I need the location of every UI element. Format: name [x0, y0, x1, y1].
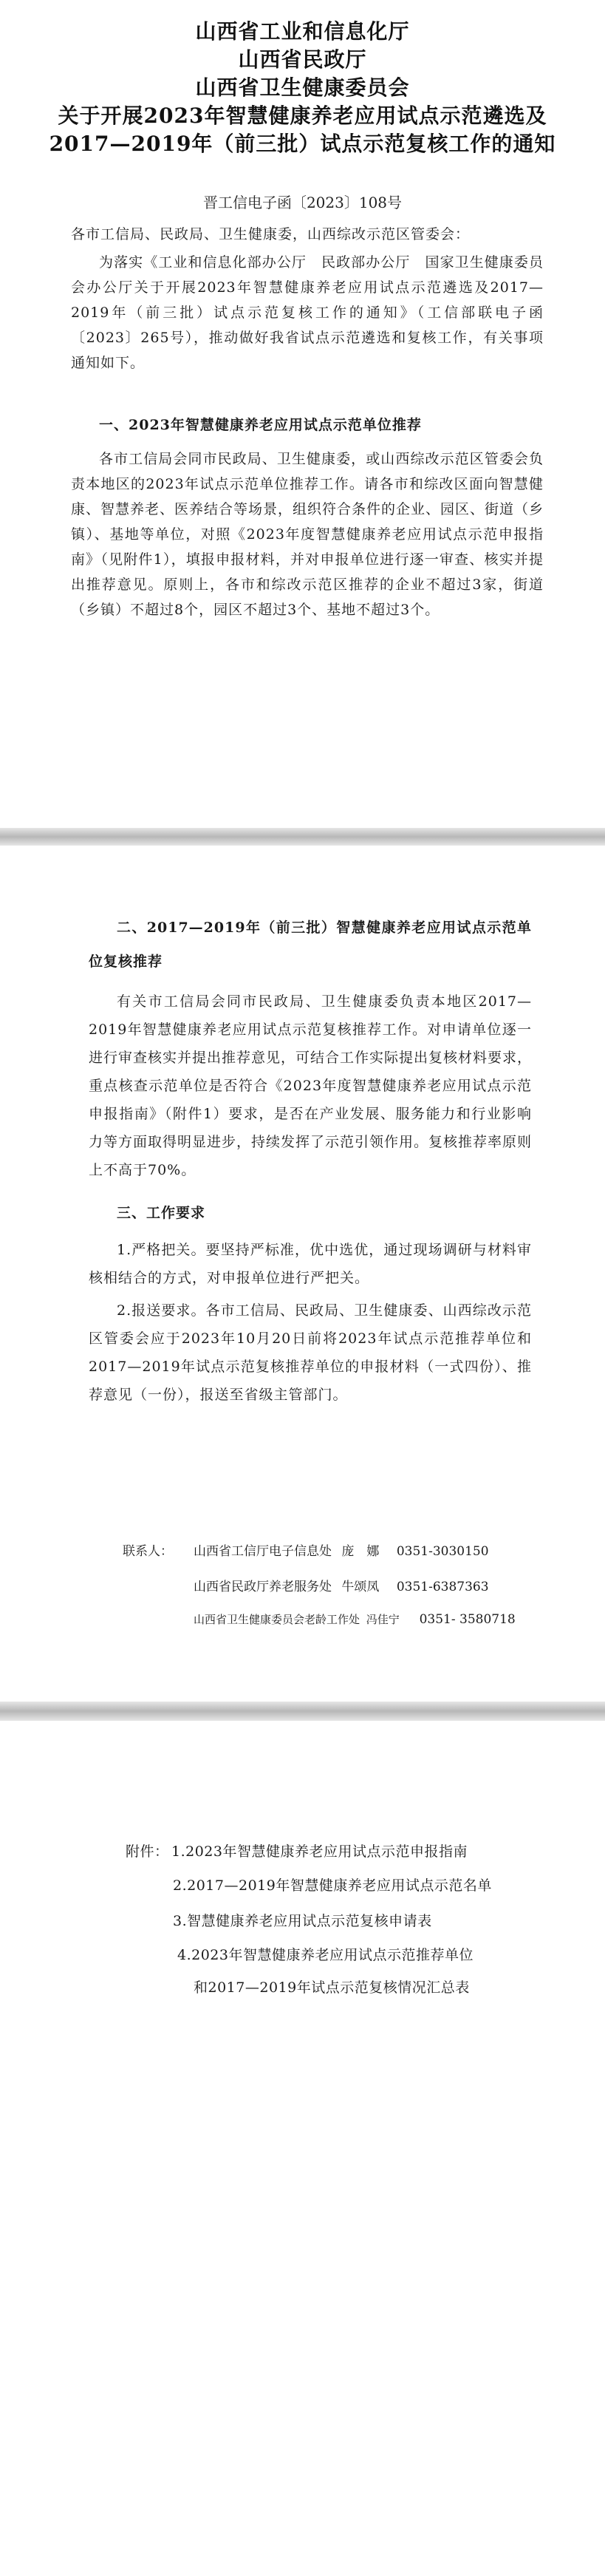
contact-label: 联系人：: [123, 1544, 173, 1559]
document-page-2: [0, 846, 605, 1702]
section-2-paragraph: 有关市工信局会同市民政局、卫生健康委负责本地区2017—2019年智慧健康养老应用试点示范复核推荐工作。对申请单位逐一进行审查核实并提出推荐意见，可结合工作实际提出复核材料要求，重点核查示范单位是否符合《2023年度智慧健康养老应用试点示范申报指南》（附件1）要求，是否在产业发展、服务能力和行业影响力等方面取得明显进步，持续发挥了示范引领作用。复核推荐率原则上不高于70%。: [89, 993, 533, 1178]
attachment-item: 2.2017—2019年智慧健康养老应用试点示范名单: [173, 1877, 492, 1894]
section-1-paragraph: 各市工信局会同市民政局、卫生健康委，或山西综改示范区管委会负责本地区的2023年试点示范单位推荐工作。请各市和综改区面向智慧健康、智慧养老、医养结合等场景，组织符合条件的企业、园区、街道（乡镇）、基地等单位，对照《2023年度智慧健康养老应用试点示范申报指南》（见附件1），填报申报材料，并对申报单位进行逐一审查、核实并提出推荐意见。原则上，各市和综改示范区推荐的企业不超过3家，街道（乡镇）不超过8个，园区不超过3个、基地不超过3个。: [71, 451, 544, 618]
page-separator: [0, 1702, 605, 1721]
document-title-line: 2017—2019年（前三批）试点示范复核工作的通知: [49, 132, 556, 156]
contact-phone: 0351- 3580718: [419, 1612, 516, 1627]
document-page-3: [0, 1721, 605, 2576]
section-1-heading: 一、2023年智慧健康养老应用试点示范单位推荐: [99, 417, 422, 433]
attachment-item: 4.2023年智慧健康养老应用试点示范推荐单位: [177, 1947, 474, 1963]
issuer-line: 山西省民政厅: [238, 47, 367, 72]
attachment-item: 3.智慧健康养老应用试点示范复核申请表: [173, 1913, 432, 1929]
contact-phone: 0351-6387363: [396, 1580, 489, 1594]
page-separator: [0, 828, 605, 846]
document-number: 晋工信电子函〔2023〕108号: [202, 194, 403, 211]
section-3-heading: 三、工作要求: [117, 1205, 206, 1221]
document-title-block: [0, 18, 605, 158]
contact-name: 冯佳宁: [366, 1613, 400, 1626]
contact-row-3: [194, 1611, 516, 1627]
requirement-1: 1.严格把关。要坚持严标准，优中选优，通过现场调研与材料审核相结合的方式，对申报单位进行严把关。: [89, 1242, 532, 1286]
contact-row-2: [194, 1576, 489, 1594]
attachment-item-continuation: 和2017—2019年试点示范复核情况汇总表: [194, 1979, 470, 1996]
issuer-line: 山西省工业和信息化厅: [195, 19, 410, 44]
contact-org: 山西省卫生健康委员会老龄工作处: [194, 1613, 360, 1626]
issuer-line: 山西省卫生健康委员会: [195, 75, 410, 100]
requirement-2: 2.报送要求。各市工信局、民政局、卫生健康委、山西综改示范区管委会应于2023年10月20日前将2023年试点示范推荐单位和2017—2019年试点示范复核推荐单位的申报材料（一式四份）、推荐意见（一份），报送至省级主管部门。: [89, 1302, 532, 1403]
addressee: 各市工信局、民政局、卫生健康委，山西综改示范区管委会：: [71, 226, 471, 242]
contact-phone: 0351-3030150: [396, 1544, 489, 1559]
contact-row-1: [194, 1540, 489, 1559]
contact-org: 山西省工信厅电子信息处: [194, 1544, 332, 1559]
attachment-item: 1.2023年智慧健康养老应用试点示范申报指南: [171, 1843, 468, 1860]
contact-org: 山西省民政厅养老服务处: [194, 1580, 332, 1594]
document-page-1: [0, 0, 605, 828]
document-title-line: 关于开展2023年智慧健康养老应用试点示范遴选及: [58, 103, 547, 128]
contact-name: 牛颂凤: [341, 1580, 380, 1594]
contact-name: 庞 娜: [341, 1544, 380, 1559]
section-2-heading: 二、2017—2019年（前三批）智慧健康养老应用试点示范单位复核推荐: [89, 920, 532, 970]
intro-paragraph: 为落实《工业和信息化部办公厅 民政部办公厅 国家卫生健康委员会办公厅关于开展2023年智慧健康养老应用试点示范遴选及2017—2019年（前三批）试点示范复核工作的通知》（工信部联电子函〔2023〕265号），推动做好我省试点示范遴选和复核工作，有关事项通知如下。: [71, 254, 544, 371]
attachments-label: 附件：: [126, 1843, 169, 1860]
